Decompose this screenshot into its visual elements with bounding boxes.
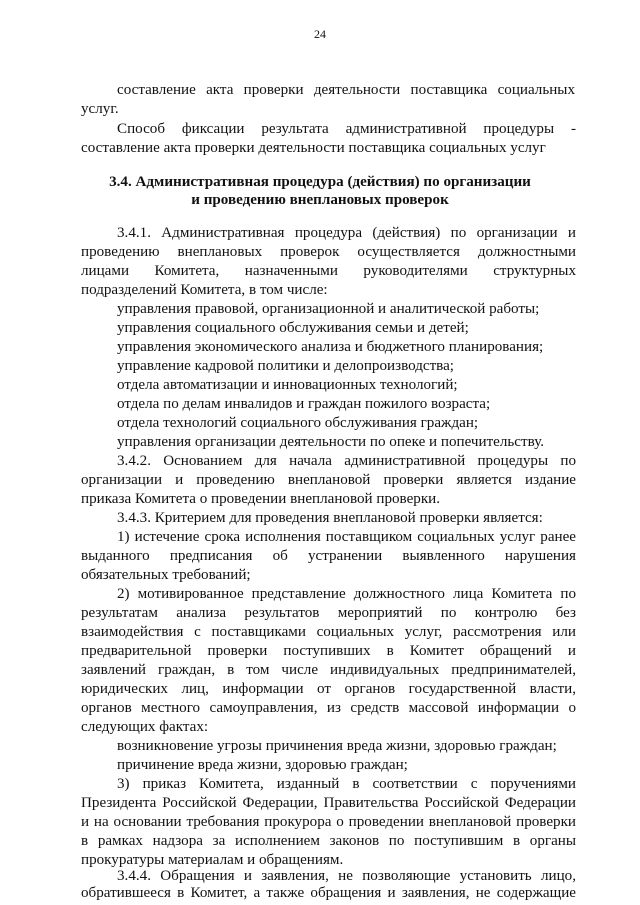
text-line: 3.4.1. Административная процедура (действия) по организации и: [117, 225, 576, 241]
list-item: отдела технологий социального обслуживания граждан;: [117, 415, 479, 431]
text-line: предварительной проверки поступивших в Комитет обращений и: [81, 643, 576, 659]
text-line: организации и проведению внеплановой проверки является издание: [81, 472, 576, 488]
text-line: проведению внеплановых проверок осуществляется должностными: [81, 244, 576, 260]
text-line: услуг.: [81, 101, 119, 117]
list-item: управления социального обслуживания семьи и детей;: [117, 320, 469, 336]
text-line: 3) приказ Комитета, изданный в соответствии с поручениями: [117, 776, 576, 792]
text-line: 2) мотивированное представление должностного лица Комитета по: [117, 586, 576, 602]
text-line: Способ фиксации результата административной процедуры -: [117, 121, 576, 137]
text-line: взаимодействия с поставщиками социальных услуг, рассмотрения или: [81, 624, 576, 640]
text-line: 1) истечение срока исполнения поставщиком социальных услуг ранее: [117, 529, 576, 545]
section-heading: 3.4. Административная процедура (действия) по организации: [109, 174, 531, 190]
page-number: 24: [314, 27, 326, 41]
text-line: выданного предписания об устранении выявленного нарушения: [81, 548, 576, 564]
text-line: 3.4.2. Основанием для начала административной процедуры по: [117, 453, 576, 469]
list-item: управления правовой, организационной и аналитической работы;: [117, 301, 540, 317]
list-item: отдела автоматизации и инновационных технологий;: [117, 377, 458, 393]
section-heading: и проведению внеплановых проверок: [191, 192, 449, 208]
list-item: управления организации деятельности по опеке и попечительству.: [117, 434, 545, 450]
list-item: управления экономического анализа и бюджетного планирования;: [117, 339, 544, 355]
list-item: отдела по делам инвалидов и граждан пожилого возраста;: [117, 396, 491, 412]
text-line: прокуратуры материалам и обращениям.: [81, 852, 344, 868]
text-line: подразделений Комитета, в том числе:: [81, 282, 328, 298]
text-line: в рамках надзора за исполнением законов по поступившим в органы: [81, 833, 576, 849]
text-line: следующих фактах:: [81, 719, 209, 735]
text-line: заявлений граждан, в том числе индивидуальных предпринимателей,: [81, 662, 576, 678]
list-item: возникновение угрозы причинения вреда жизни, здоровью граждан;: [117, 738, 557, 754]
text-line: обязательных требований;: [81, 567, 251, 583]
list-item: причинение вреда жизни, здоровью граждан;: [117, 757, 408, 773]
text-line: и на основании требования прокурора о проведении внеплановой проверки: [81, 814, 576, 830]
text-line: составление акта проверки деятельности поставщика социальных: [117, 82, 575, 98]
text-line: обратившееся в Комитет, а также обращения и заявления, не содержащие: [81, 885, 576, 901]
text-line: органов местного самоуправления, из средств массовой информации о: [81, 700, 576, 716]
text-line: юридических лиц, информации от органов государственной власти,: [81, 681, 576, 697]
text-line: Президента Российской Федерации, Правительства Российской Федерации: [81, 795, 576, 811]
list-item: управление кадровой политики и делопроизводства;: [117, 358, 454, 374]
text-line: лицами Комитета, назначенными руководителями структурных: [81, 263, 576, 279]
text-line: составление акта проверки деятельности поставщика социальных услуг: [81, 140, 546, 156]
text-line: 3.4.4. Обращения и заявления, не позволяющие установить лицо,: [117, 868, 576, 884]
text-line: приказа Комитета о проведении внеплановой проверки.: [81, 491, 441, 507]
text-line: результатам анализа результатов мероприятий по контролю без: [81, 605, 576, 621]
text-line: 3.4.3. Критерием для проведения внеплановой проверки является:: [117, 510, 543, 526]
